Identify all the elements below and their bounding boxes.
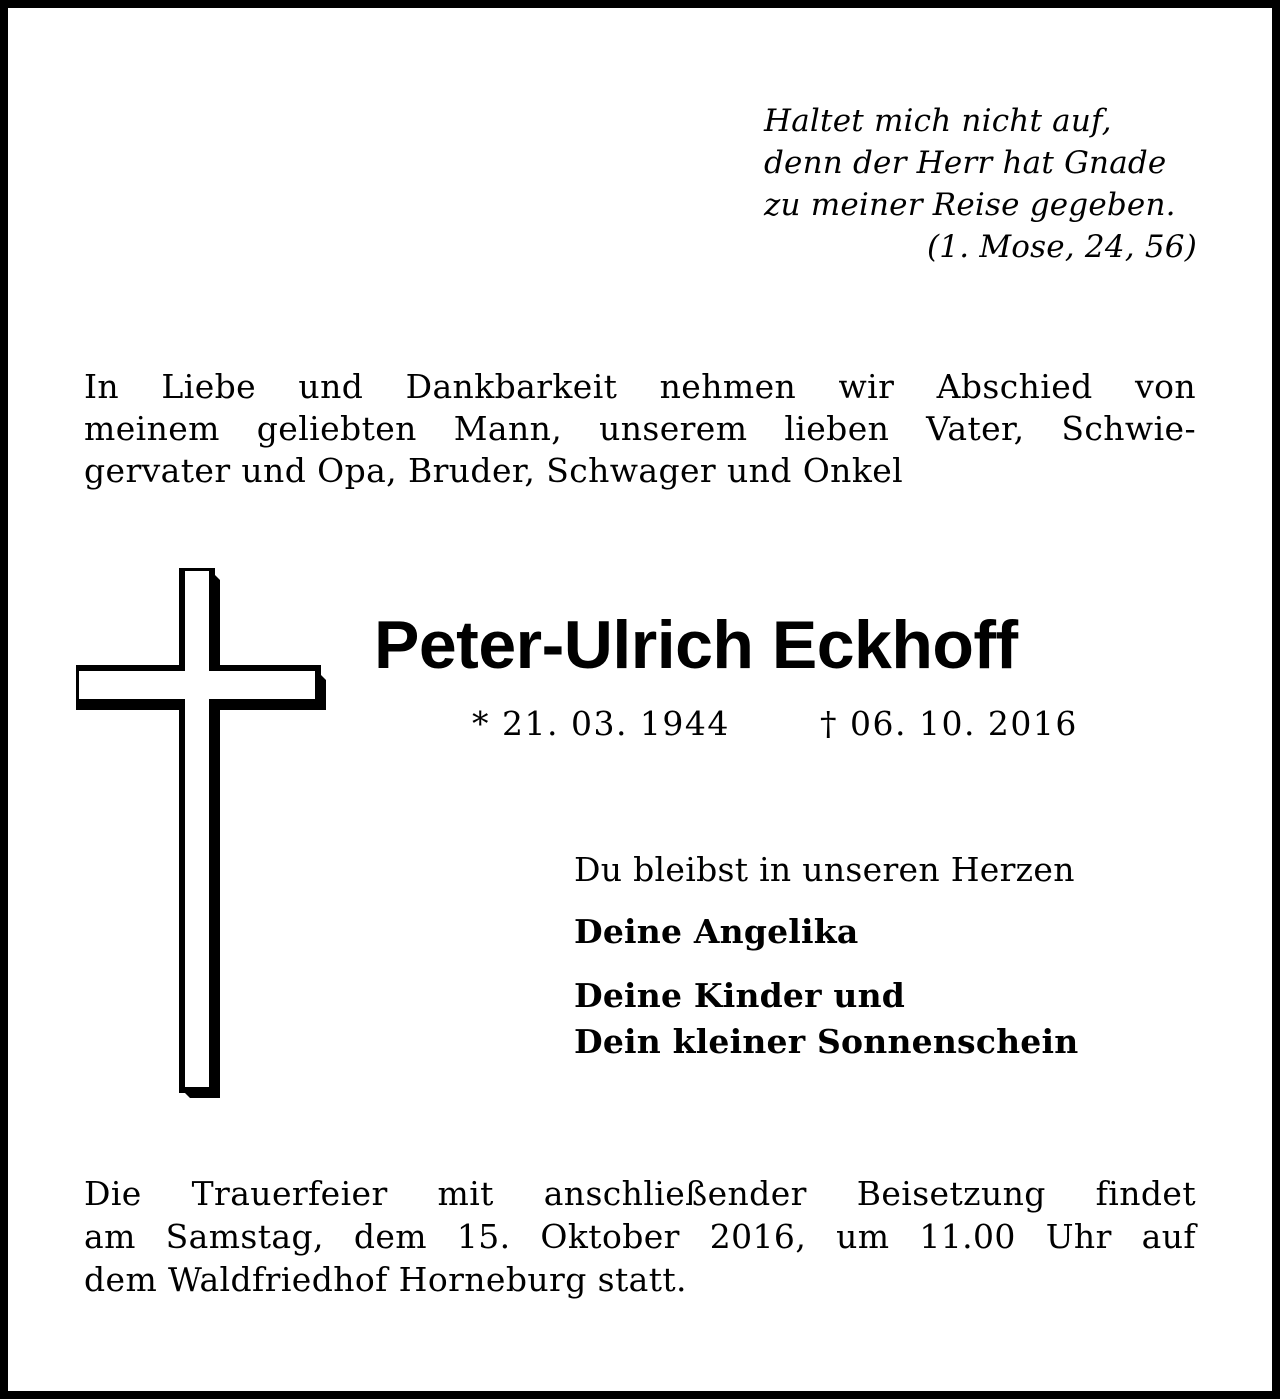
signature-line: Deine Kinder und	[574, 976, 906, 1015]
verse-line: Haltet mich nicht auf,	[764, 103, 1112, 139]
verse-line: zu meiner Reise gegeben.	[764, 187, 1176, 223]
verse-reference: (1. Mose, 24, 56)	[927, 229, 1197, 265]
cross-icon	[76, 568, 326, 1098]
intro-line: meinem geliebten Mann, unserem lieben Vater, Schwie-	[84, 409, 1196, 448]
signature-line: Dein kleiner Sonnenschein	[574, 1022, 1079, 1061]
funeral-line: Die Trauerfeier mit anschließender Beisetzung findet	[84, 1174, 1196, 1213]
birth-date: * 21. 03. 1944	[472, 704, 730, 743]
intro-line: gervater und Opa, Bruder, Schwager und Onkel	[84, 451, 904, 490]
deceased-name: Peter-Ulrich Eckhoff	[374, 607, 1018, 683]
funeral-notice	[84, 1172, 1196, 1301]
funeral-line: dem Waldfriedhof Horneburg statt.	[84, 1260, 687, 1299]
verse-line: denn der Herr hat Gnade	[764, 145, 1167, 181]
signoff	[574, 848, 1194, 1068]
signoff-motto: Du bleibst in unseren Herzen	[574, 850, 1075, 889]
signature-line: Deine Angelika	[574, 912, 859, 951]
bible-verse	[700, 100, 1197, 268]
intro-text	[84, 366, 1196, 492]
intro-line: In Liebe und Dankbarkeit nehmen wir Abschied von	[84, 367, 1196, 406]
death-date: † 06. 10. 2016	[820, 704, 1078, 743]
funeral-line: am Samstag, dem 15. Oktober 2016, um 11.00 Uhr auf	[84, 1217, 1196, 1256]
